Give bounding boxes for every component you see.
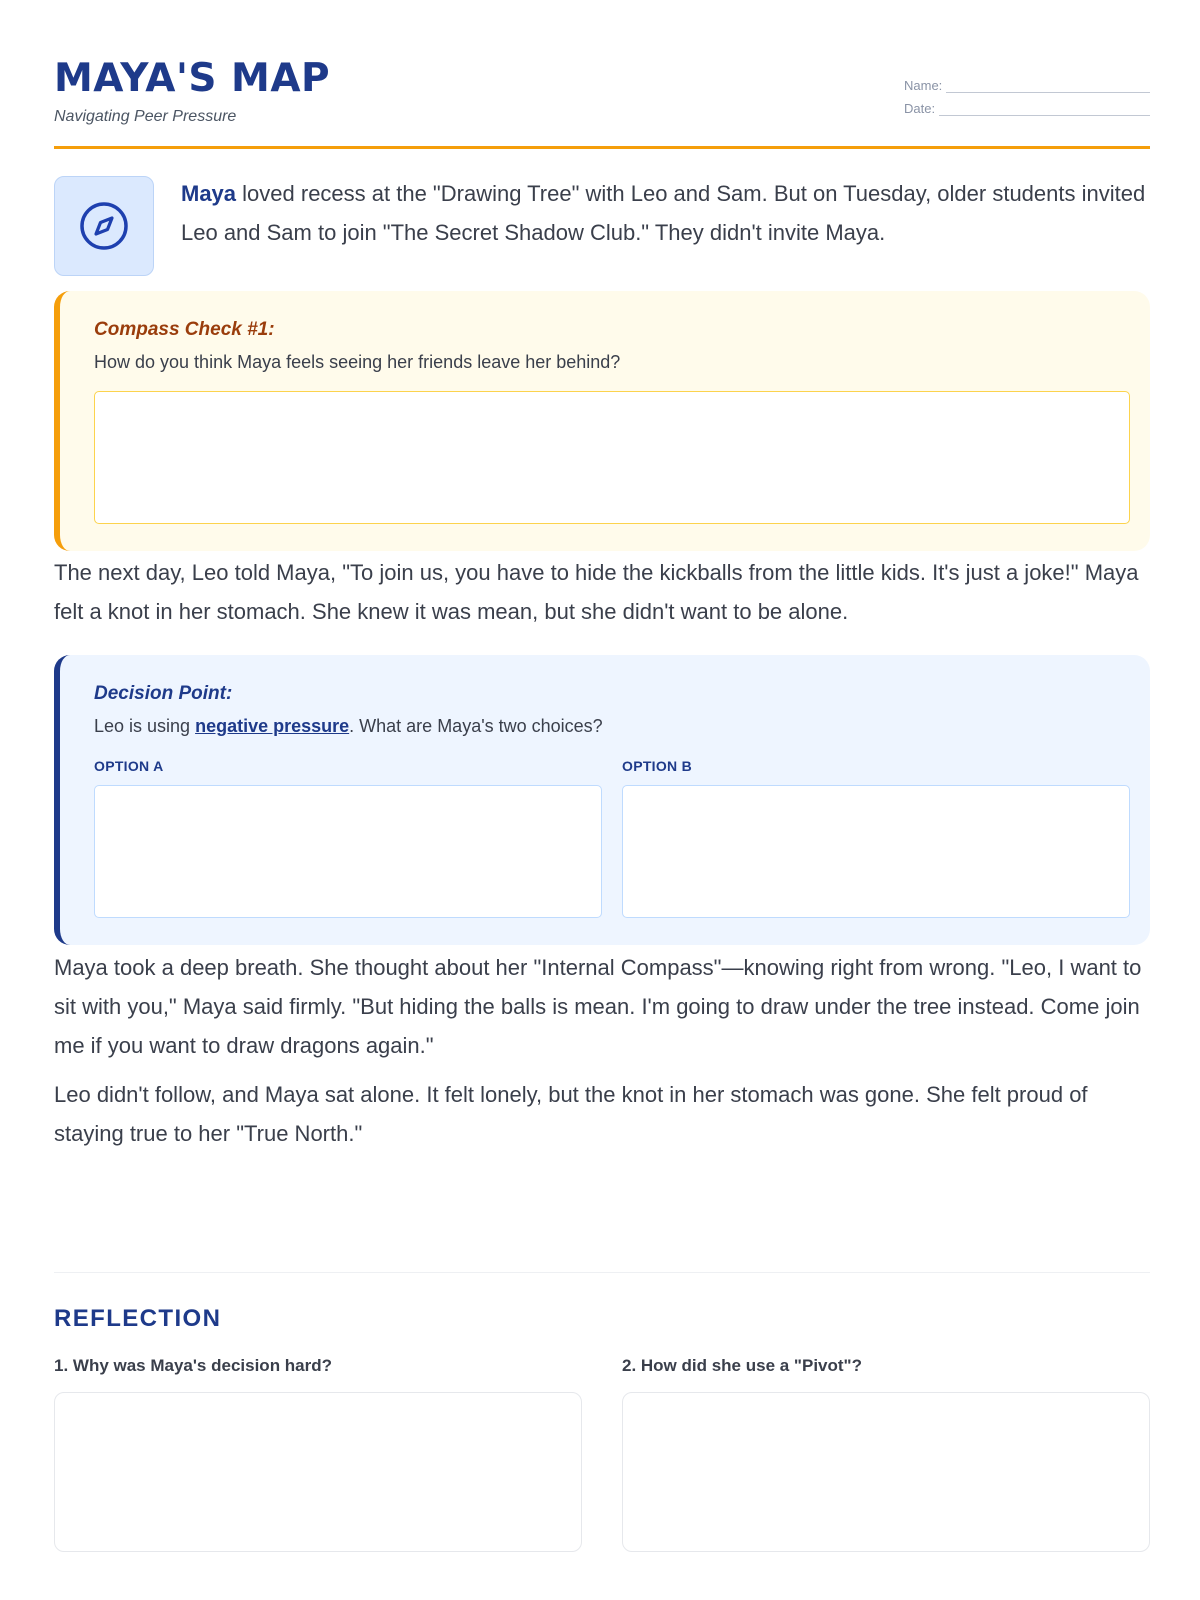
option-a-label: OPTION A	[94, 758, 164, 774]
decision-question-before: Leo is using	[94, 716, 196, 736]
reflection-heading: REFLECTION	[54, 1305, 222, 1332]
paragraph-2: The next day, Leo told Maya, "To join us, you have to hide the kickballs from the little kids. It's just a joke!" Maya felt a knot in her stomach. She knew it was mean, but she didn't want to be alone.	[54, 560, 1139, 624]
decision-question-after: . What are Maya's two choices?	[349, 716, 603, 736]
name-label: Name:	[904, 78, 943, 93]
paragraph-3: Maya took a deep breath. She thought about her "Internal Compass"—knowing right from wrong. "Leo, I want to sit with you," Maya said firmly. "But hiding the balls is mean. I'm going to draw under the tree instead. Come join me if you want to draw dragons again."	[54, 955, 1142, 1058]
page-title: MAYA'S MAP	[54, 56, 331, 101]
reflection-question-2: 2. How did she use a "Pivot"?	[622, 1356, 863, 1375]
compass-icon-tile	[54, 176, 154, 276]
option-a-answer-box[interactable]	[94, 785, 602, 918]
reflection-answer-box-2[interactable]	[622, 1392, 1150, 1552]
option-b-answer-box[interactable]	[622, 785, 1130, 918]
date-label: Date:	[904, 101, 936, 116]
decision-point-callout	[54, 655, 1150, 945]
header-divider	[54, 146, 1150, 149]
compass-check-heading: Compass Check #1:	[94, 319, 275, 340]
compass-icon	[79, 201, 129, 251]
name-line	[946, 79, 1150, 93]
intro-paragraph	[181, 174, 1150, 252]
decision-question	[94, 716, 603, 737]
intro-name: Maya	[181, 181, 237, 206]
compass-check-callout	[54, 291, 1150, 551]
date-line	[939, 102, 1150, 116]
compass-check-answer-box[interactable]	[94, 391, 1130, 524]
name-date-block	[904, 70, 1150, 116]
option-b-label: OPTION B	[622, 758, 693, 774]
worksheet-page	[54, 0, 1150, 1600]
intro-text: loved recess at the "Drawing Tree" with Leo and Sam. But on Tuesday, older students invited Leo and Sam to join "The Secret Shadow Club." They didn't invite Maya.	[181, 181, 1146, 245]
reflection-answer-box-1[interactable]	[54, 1392, 582, 1552]
page-subtitle: Navigating Peer Pressure	[54, 108, 237, 125]
date-field[interactable]	[904, 93, 1150, 116]
compass-check-question: How do you think Maya feels seeing her friends leave her behind?	[94, 352, 621, 372]
section-divider	[54, 1272, 1150, 1273]
reflection-question-1: 1. Why was Maya's decision hard?	[54, 1356, 333, 1375]
decision-question-term: negative pressure	[195, 716, 350, 736]
decision-heading: Decision Point:	[94, 683, 233, 704]
name-field[interactable]	[904, 70, 1150, 93]
paragraph-4: Leo didn't follow, and Maya sat alone. It felt lonely, but the knot in her stomach was gone. She felt proud of staying true to her "True North."	[54, 1082, 1088, 1146]
